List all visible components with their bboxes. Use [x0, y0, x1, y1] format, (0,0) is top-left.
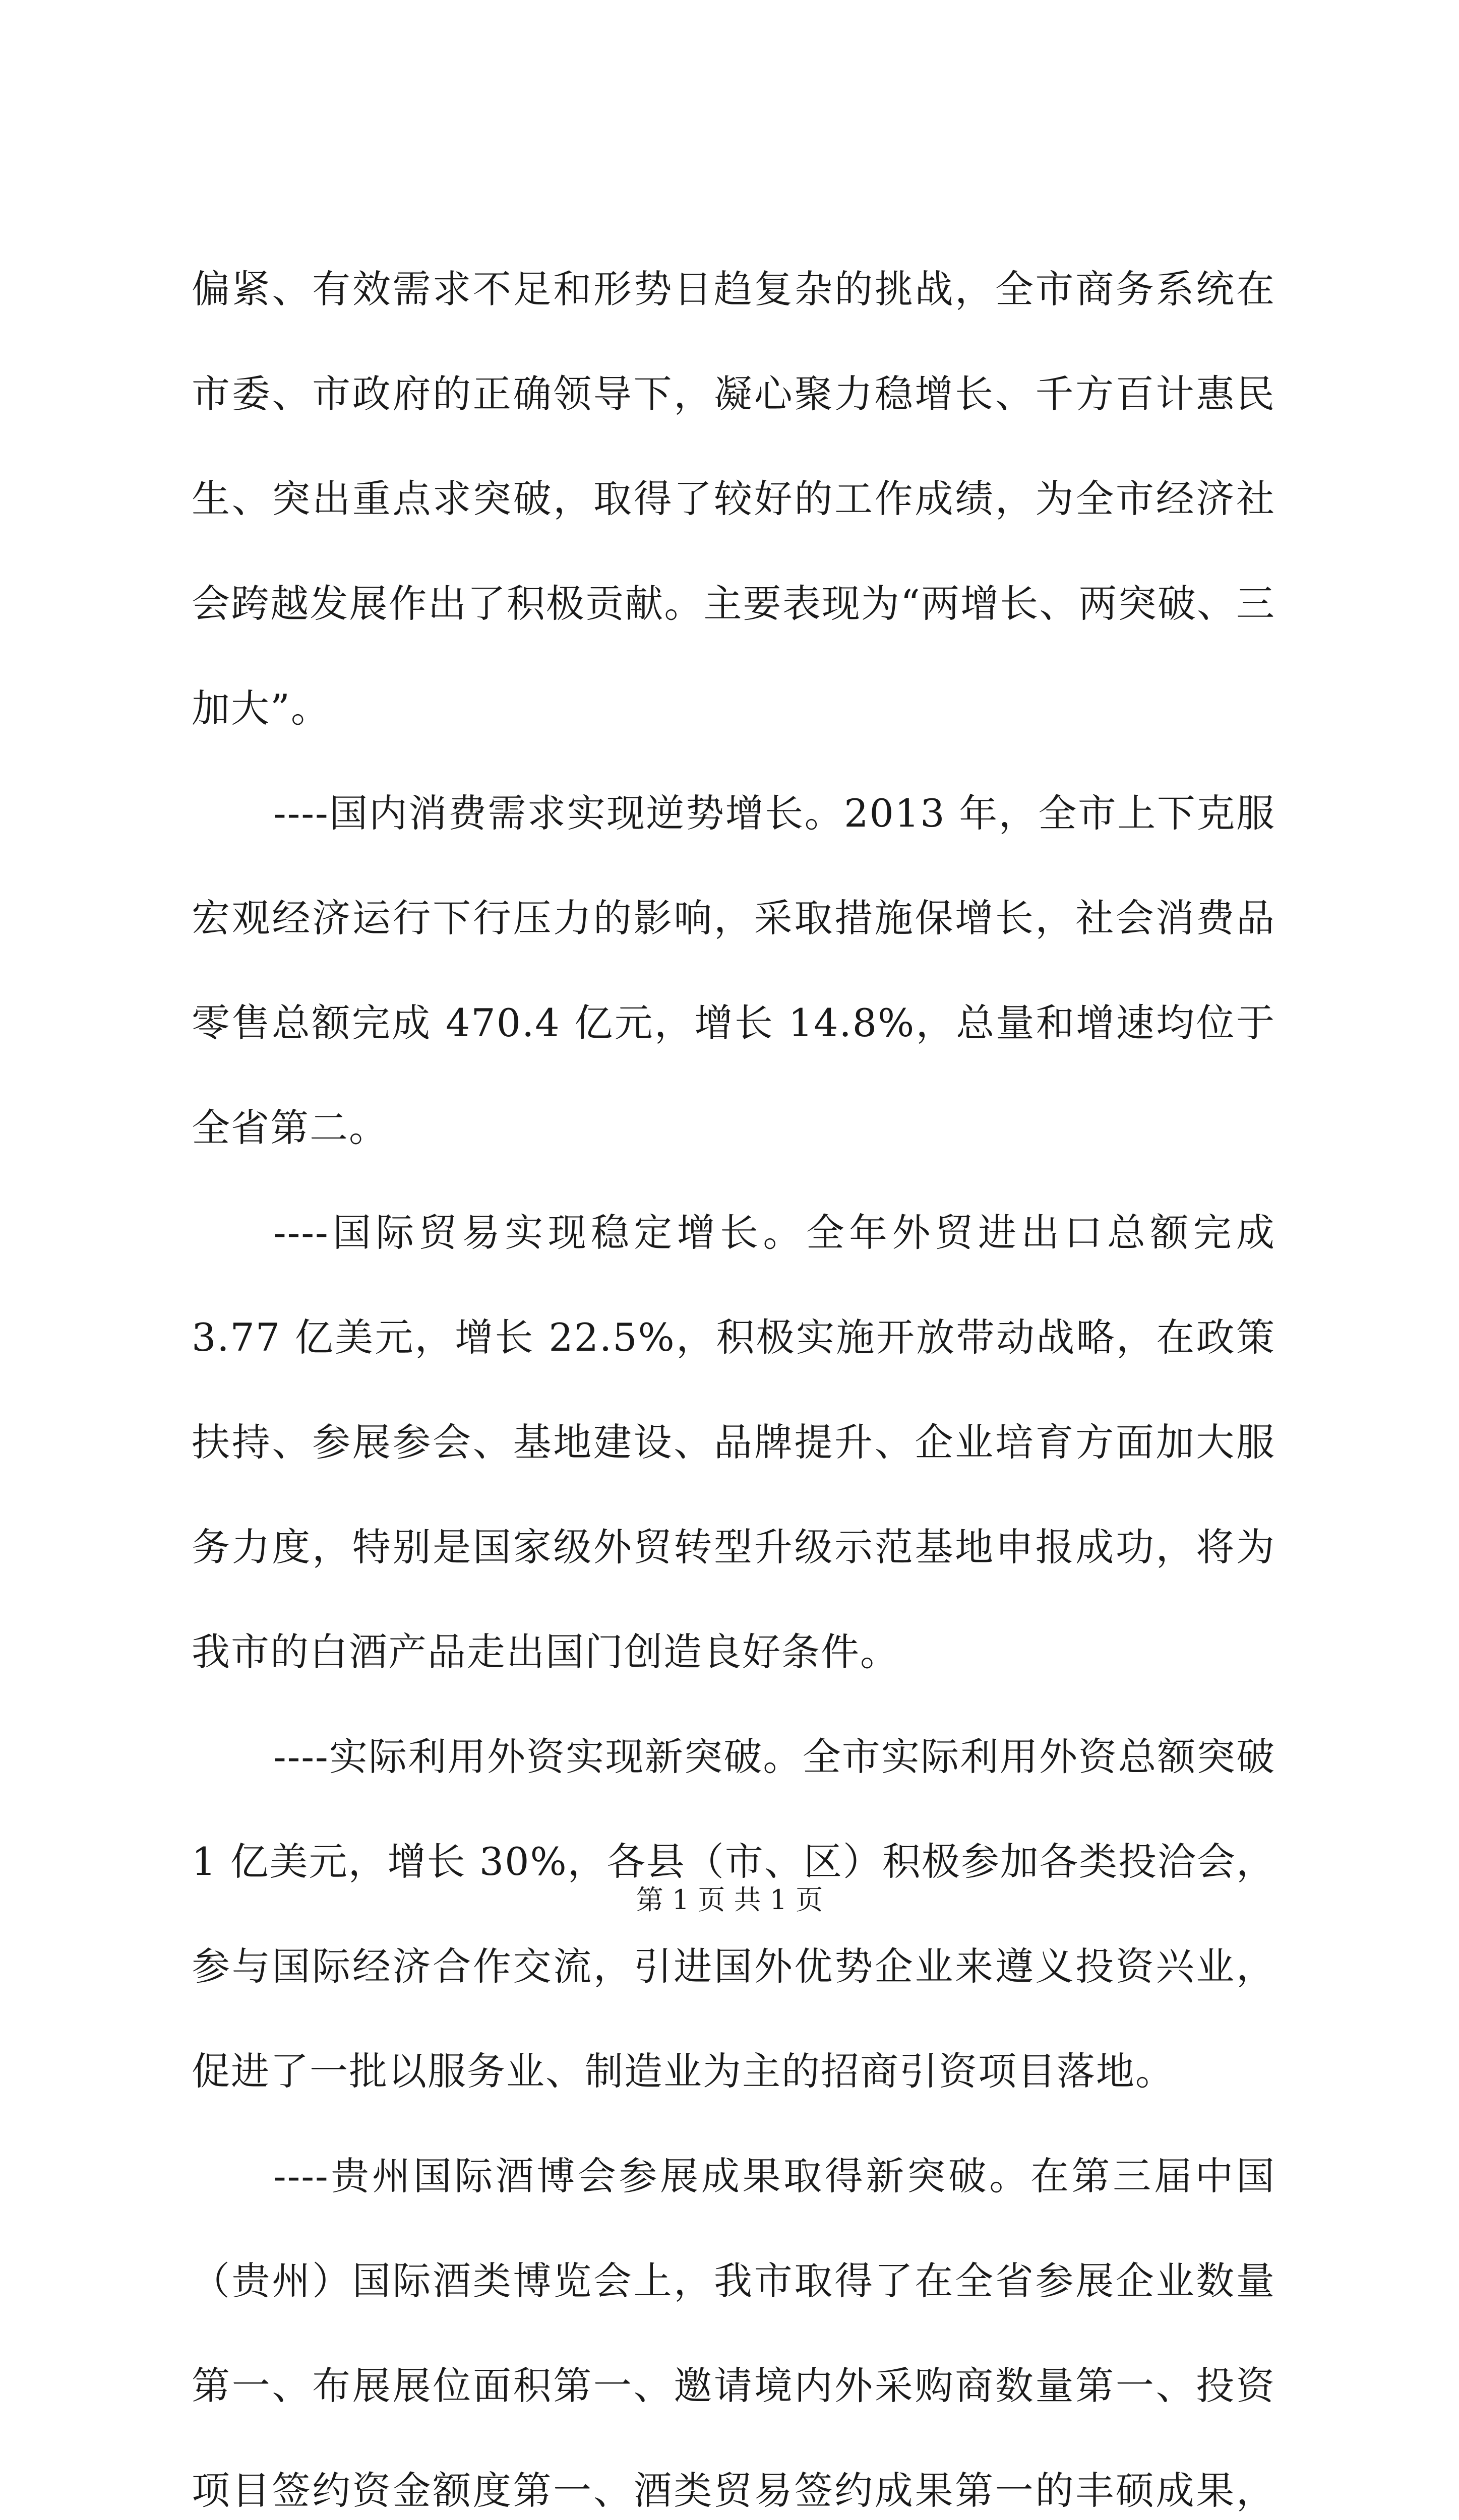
paragraph-wine-expo: ----贵州国际酒博会参展成果取得新突破。在第三届中国（贵州）国际酒类博览会上，我市取得了在全省参展企业数量第一、布展展位面积第一、邀请境内外采购商数量第一、投资项目签约资金额度第一、酒类贸易签约成果第一的丰硕成果，: [192, 2154, 1275, 2513]
document-body: [192, 237, 1275, 2520]
paragraph-foreign-investment: ----实际利用外资实现新突破。全市实际利用外资总额突破 1 亿美元，增长 30%，各县（市、区）积极参加各类投洽会，参与国际经济合作交流，引进国外优势企业来遵义投资兴业，促进了一批以服务业、制造业为主的招商引资项目落地。: [192, 1734, 1275, 2094]
paragraph-continuation: 偏紧、有效需求不足和形势日趋复杂的挑战，全市商务系统在市委、市政府的正确领导下，凝心聚力稳增长、千方百计惠民生、突出重点求突破，取得了较好的工作成绩，为全市经济社会跨越发展作出了积极贡献。主要表现为“两增长、两突破、三加大”。: [192, 267, 1275, 731]
paragraph-domestic-consumption: ----国内消费需求实现逆势增长。2013 年，全市上下克服宏观经济运行下行压力的影响，采取措施保增长，社会消费品零售总额完成 470.4 亿元，增长 14.8%，总量和增速均位于全省第二。: [192, 791, 1275, 1150]
paragraph-international-trade: ----国际贸易实现稳定增长。全年外贸进出口总额完成 3.77 亿美元，增长 22.5%，积极实施开放带动战略，在政策扶持、参展参会、基地建设、品牌提升、企业培育方面加大服务力度，特别是国家级外贸转型升级示范基地申报成功，将为我市的白酒产品走出国门创造良好条件。: [192, 1210, 1275, 1674]
page-footer: 第 1 页 共 1 页: [636, 1884, 823, 1916]
